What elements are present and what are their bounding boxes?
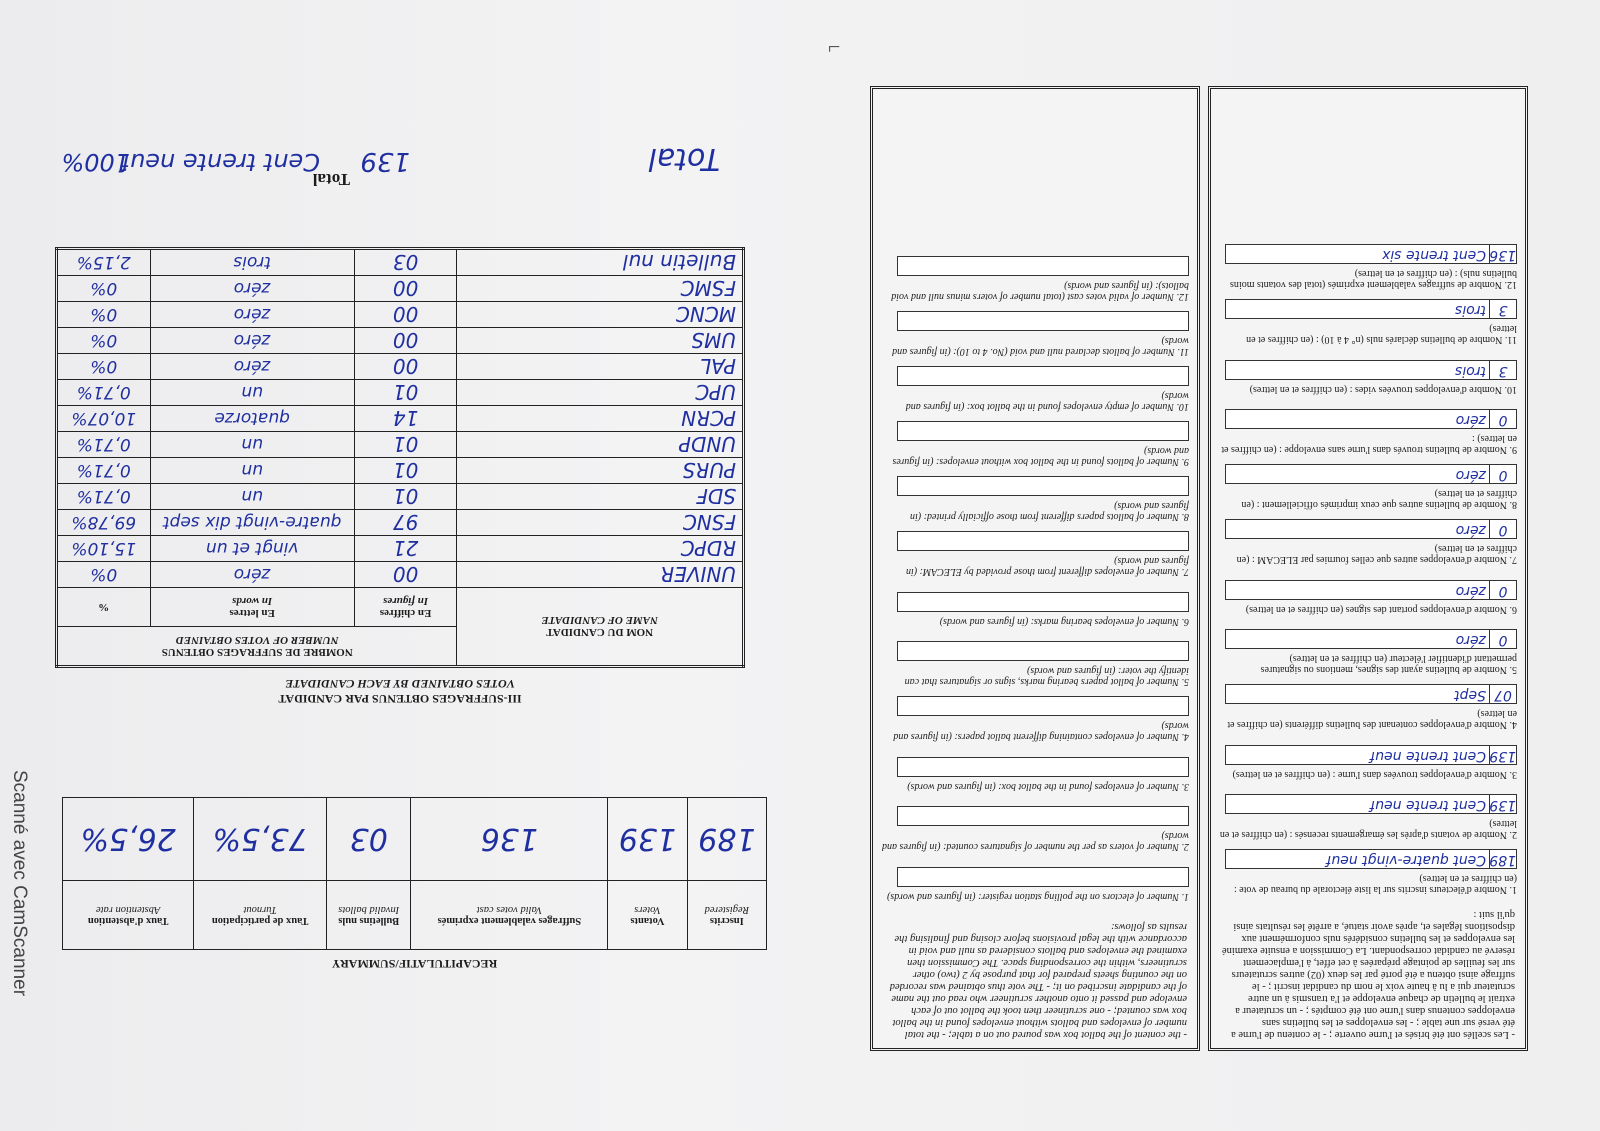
candidate-votes-fig: 00 [354,302,457,328]
candidate-row [57,406,744,432]
item-fr [1219,790,1517,845]
candidates-section [55,170,745,706]
candidate-votes-words: zéro [150,276,354,302]
item-answer-box-empty [897,807,1189,827]
candidate-votes-fig: 14 [354,406,457,432]
candidate-votes-pct: 0% [57,328,151,354]
intro-panel-en [870,86,1200,1051]
item-label-fr: 3. Nombre d'enveloppes trouvées dans l'urne : (en chiffres et en lettres) [1232,769,1517,780]
item-number-value: 0 [1489,521,1516,539]
item-en [881,472,1189,527]
item-label-fr: 6. Nombre d'enveloppes portant des signes (en chiffres et en lettres) [1245,604,1517,615]
item-answer-box [1225,465,1517,485]
candidate-votes-pct: 69,78% [57,510,151,536]
item-answer-box-empty [897,697,1189,717]
candidates-title-en: VOTES OBTAINED BY EACH CANDIDATE [285,677,515,691]
summary-value: 139 [608,798,687,881]
item-fr [1219,350,1517,405]
candidate-votes-words: zéro [150,328,354,354]
summary-header [411,881,608,950]
candidate-votes-fig: 00 [354,562,457,588]
summary-header [687,881,766,950]
candidate-row [57,276,744,302]
candidate-votes-fig: 03 [354,249,457,276]
candidate-votes-words: zéro [150,562,354,588]
total-words: Cent trente neuf [121,148,320,176]
summary-header-fr: Bulletins nuls [338,915,400,926]
item-en [881,692,1189,747]
candidate-votes-pct: 0% [57,276,151,302]
item-number-value: 189 [1489,852,1516,869]
candidate-votes-fig: 01 [354,458,457,484]
watermark-text: Scanné avec CamScanner [9,770,30,997]
col-votes-header [57,627,457,667]
item-answer-box [1225,795,1517,815]
item-label-en: 2. Number of voters as per the number of signatures counted: (in figures and words) [881,830,1189,853]
corner-mark: ⌐ [828,34,841,59]
candidate-row [57,536,744,562]
summary-header [608,881,687,950]
item-number-value: 07 [1489,686,1516,704]
candidate-votes-words: trois [150,249,354,276]
item-en [881,527,1189,582]
item-words-value: trois [1455,363,1486,379]
item-label-en: 7. Number of envelopes different from those provided by ELECAM: (in figures and words) [905,555,1189,578]
candidate-row [57,380,744,406]
item-label-fr: 12. Nombre de suffrages valablement exprimés (total des votants moins bulletins nuls) : (en chiffres et en lettres) [1230,268,1517,291]
summary-header-en: Turnout [243,904,277,915]
col-fig-header [354,588,457,627]
col-fig-fr: En chiffres [379,607,432,619]
candidates-table [55,247,745,668]
item-label-fr: 9. Nombre de bulletins trouvés dans l'urne sans enveloppe : (en chiffres et en lettres) : [1221,433,1517,456]
summary-header-en: Voters [634,904,661,915]
item-number-value: 136 [1489,247,1516,264]
candidate-name: PURS [457,458,744,484]
item-words-value: Cent trente neuf [1370,797,1486,814]
item-label-fr: 7. Nombre d'enveloppes autres que celles fournies par ELECAM : (en chiffres et en lettres) [1236,543,1517,566]
candidate-row [57,458,744,484]
candidate-name: PCRN [457,406,744,432]
item-fr [1219,570,1517,625]
item-answer-box-empty [897,257,1189,277]
item-number-value: 0 [1489,466,1516,484]
candidate-votes-pct: 0,71% [57,484,151,510]
candidates-title [55,676,745,706]
summary-value: 03 [327,798,411,881]
total-handwritten-label: Total [648,141,720,176]
item-answer-box-empty [897,532,1189,552]
col-name-header [457,588,744,667]
col-words-fr: En lettres [229,607,275,619]
summary-header-en: Invalid ballots [338,904,400,915]
col-votes-en: NUMBER OF VOTES OBTAINED [175,634,339,646]
candidate-votes-pct: 15,10% [57,536,151,562]
camscanner-watermark [9,770,46,1090]
candidate-votes-words: vingt et un [150,536,354,562]
candidate-votes-words: zéro [150,354,354,380]
item-answer-box [1225,245,1517,265]
item-answer-box-empty [897,312,1189,332]
candidates-title-fr: III-SUFFRAGES OBTENUS PAR CANDIDAT [278,692,522,706]
summary-header-fr: Taux d'abstention [87,915,169,926]
item-words-value: zéro [1455,632,1486,649]
item-label-en: 12. Number of valid votes cast (total number of voters minus null and void ballots): (in figures and words) [891,280,1189,303]
candidate-row [57,302,744,328]
candidate-votes-fig: 00 [354,276,457,302]
item-label-en: 5. Number of ballot papers bearing marks, signs or signatures that can identify the voter: (in figures and words) [904,665,1189,688]
candidate-votes-words: un [150,458,354,484]
summary-header-fr: Inscrits [709,915,744,926]
item-answer-box-empty [897,422,1189,442]
item-answer-box-empty [897,757,1189,777]
item-answer-box [1225,745,1517,765]
item-number-value: 0 [1489,581,1516,599]
summary-title: RECAPITULATIF/SUMMARY [331,957,498,971]
total-fig: 139 [360,146,410,176]
summary-header-fr: Suffrages valablement exprimés [437,915,582,926]
candidate-row [57,249,744,276]
candidate-votes-words: quatorze [150,406,354,432]
item-answer-box [1225,300,1517,320]
item-fr [1219,460,1517,515]
intro-panel-fr [1208,86,1528,1051]
candidate-votes-words: un [150,484,354,510]
candidate-row [57,432,744,458]
item-fr [1219,735,1517,790]
candidate-row [57,510,744,536]
item-number-value: 3 [1489,361,1516,379]
intro-text-fr: - Les scellés ont été brisés et l'urne ouverte ; - le contenu de l'urne a été versé sur une table ; - les enveloppes et les bulletins sans enveloppes contenus dans l'urne ont été comptés ; - un scrutateur a extrait le bulletin de chaque enveloppe et l'a transmis à un autre scrutateur qui a lu à haute voix le nom du candidat inscrit ; - le suffrage ainsi obtenu a été porté par les deux (02) autres scrutateurs sur les feuilles de pointage préparées à cet effet, à l'emplacement réservé au candidat correspondant. La Commission a ensuite examiné les enveloppes et les bulletins considérés nuls conformément aux dispositions légales et, après avoir statué, a arrêté les résultats ainsi qu'il suit : [1221,909,1515,1040]
candidate-votes-pct: 10,07% [57,406,151,432]
item-label-fr: 2. Nombre de votants d'après les émargements recensés : (en chiffres et en lettres) [1219,818,1517,841]
candidate-name: PAL [457,354,744,380]
candidate-name: MCNC [457,302,744,328]
col-words-en: In words [232,595,273,607]
col-fig-en: In figures [383,595,429,607]
candidate-votes-fig: 01 [354,380,457,406]
item-fr [1219,515,1517,570]
candidate-votes-words: un [150,432,354,458]
item-en [881,857,1189,912]
item-label-en: 1. Number of electors on the polling station register: (in figures and words) [887,891,1189,902]
item-fr [1219,405,1517,460]
item-words-value: zéro [1455,583,1486,599]
item-answer-box-empty [897,642,1189,662]
item-answer-box [1225,685,1517,705]
item-label-fr: 1. Nombre d'électeurs inscrits sur la liste électorale du bureau de vote : (en chiffres et en lettres) [1233,873,1517,896]
candidate-name: FSMC [457,276,744,302]
item-fr [1219,295,1517,350]
item-fr [1219,625,1517,680]
item-words-value: Sept [1454,687,1486,704]
item-label-fr: 4. Nombre d'enveloppes contenant des bulletins différents (en chiffres et en lettres) [1227,708,1517,731]
item-en [881,307,1189,362]
candidate-name: UNIVER [457,562,744,588]
candidate-name: RDPC [457,536,744,562]
total-printed-label: Total [312,170,350,189]
summary-header [63,881,194,950]
summary-header-en: Abstention rate [95,904,161,915]
candidate-votes-words: un [150,380,354,406]
item-answer-box [1225,630,1517,650]
item-label-en: 6. Number of envelopes bearing marks: (in figures and words) [939,616,1189,627]
summary-header-fr: Taux de participation [211,915,309,926]
candidate-row [57,484,744,510]
item-answer-box-empty [897,592,1189,612]
candidate-votes-pct: 0,71% [57,458,151,484]
item-number-value: 3 [1489,301,1516,319]
item-en [881,252,1189,307]
candidate-row [57,354,744,380]
item-answer-box [1225,410,1517,430]
item-label-en: 3. Number of envelopes found in the ballot box: (in figures and words) [907,781,1189,792]
item-label-fr: 5. Nombre de bulletins ayant des signes, mentions ou signatures permettant d'identifier l'électeur (en chiffres et en lettres) [1260,653,1517,676]
candidate-name: UNDP [457,432,744,458]
candidate-votes-pct: 0,71% [57,380,151,406]
item-label-en: 11. Number of ballots declared null and void (No. 4 to 10): (in figures and words) [892,335,1189,358]
candidate-votes-fig: 01 [354,484,457,510]
item-words-value: Cent quatre-vingt neuf [1326,852,1486,869]
candidate-name: UPC [457,380,744,406]
summary-header [194,881,327,950]
item-label-en: 10. Number of empty envelopes found in the ballot box: (in figures and words) [905,390,1189,413]
item-en [881,747,1189,802]
item-answer-box [1225,850,1517,870]
item-fr [1219,240,1517,295]
summary-header-en: Valid votes cast [476,904,543,915]
col-name-fr: NOM DU CANDIDAT [546,626,654,639]
item-number-value: 0 [1489,411,1516,429]
item-answer-box [1225,360,1517,380]
summary-header-fr: Votants [630,915,665,926]
item-en [881,802,1189,857]
item-fr [1219,680,1517,735]
candidate-votes-words: zéro [150,302,354,328]
item-words-value: zéro [1455,467,1486,484]
col-votes-fr: NOMBRE DE SUFFRAGES OBTENUS [161,646,353,658]
item-answer-box-empty [897,367,1189,387]
summary-value: 73,5% [194,798,327,881]
candidate-votes-pct: 0,71% [57,432,151,458]
intro-text-en: - the content of the ballot box was poured out on a table; - the total number of envelopes and ballots without envelopes found in the ballot box was counted; - one scrutineer then took the ballot out of each envelope and passed it onto another scrutineer who read out the name of the candidate inscribed on it; - The vote thus obtained was recorded on the counting sheets prepared for that purpose by 2 (two) other scrutineers, within the corresponding space. The Commission then examined the envelopes and ballots considered as null and void in accordance with the legal provisions before closing and finalising the results as follows: [889,921,1187,1040]
summary-value: 189 [687,798,766,881]
col-name-en: NAME OF CANDIDATE [541,614,658,627]
col-words-header [150,588,354,627]
item-answer-box-empty [897,477,1189,497]
candidate-votes-pct: 0% [57,302,151,328]
item-number-value: 0 [1489,631,1516,649]
summary-header [327,881,411,950]
item-label-en: 9. Number of ballots found in the ballot box without envelopes: (in figures and words) [892,445,1189,468]
item-en [881,362,1189,417]
candidate-name: Bulletin nul [457,249,744,276]
item-number-value: 139 [1489,797,1516,814]
item-en [881,637,1189,692]
item-label-en: 4. Number of envelopes containing different ballot papers: (in figures and words) [893,720,1189,743]
candidate-name: SDF [457,484,744,510]
item-answer-box [1225,580,1517,600]
item-answer-box-empty [897,867,1189,887]
item-label-fr: 11. Nombre de bulletins déclarés nuls (n° 4 à 10) : (en chiffres et en lettres) [1246,323,1517,346]
item-words-value: Cent trente six [1382,247,1486,264]
candidate-votes-fig: 21 [354,536,457,562]
candidate-votes-pct: 0% [57,562,151,588]
item-words-value: Cent trente neuf [1370,748,1486,764]
candidate-name: UMS [457,328,744,354]
item-en [881,417,1189,472]
summary-header-en: Registered [704,904,750,915]
candidate-votes-fig: 00 [354,354,457,380]
candidate-votes-words: quatre-vingt dix sept [150,510,354,536]
item-en [881,582,1189,637]
item-label-en: 8. Number of ballots papers different from those officially printed: (in figures and words) [910,500,1189,523]
summary-table [62,797,767,950]
candidate-row [57,328,744,354]
item-answer-box [1225,520,1517,540]
item-fr [1219,845,1517,900]
candidate-votes-fig: 01 [354,432,457,458]
candidate-votes-pct: 2,15% [57,249,151,276]
candidate-name: FSNC [457,510,744,536]
item-number-value: 139 [1489,748,1516,764]
total-pct: 100% [61,148,130,176]
item-words-value: zéro [1455,412,1486,429]
candidate-votes-pct: 0% [57,354,151,380]
summary-value: 136 [411,798,608,881]
item-label-fr: 8. Nombre de bulletins autres que ceux imprimés officiellement : (en chiffres et en lettres) [1241,488,1517,511]
col-pct-header: % [57,588,151,627]
summary-value: 26,5% [63,798,194,881]
total-row [60,126,720,186]
candidate-votes-fig: 97 [354,510,457,536]
item-words-value: zéro [1455,522,1486,539]
item-words-value: trois [1455,302,1486,319]
candidate-votes-fig: 00 [354,328,457,354]
item-label-fr: 10. Nombre d'enveloppes trouvées vides : (en chiffres et en lettres) [1249,384,1517,395]
candidate-row [57,562,744,588]
summary-section [62,797,767,971]
